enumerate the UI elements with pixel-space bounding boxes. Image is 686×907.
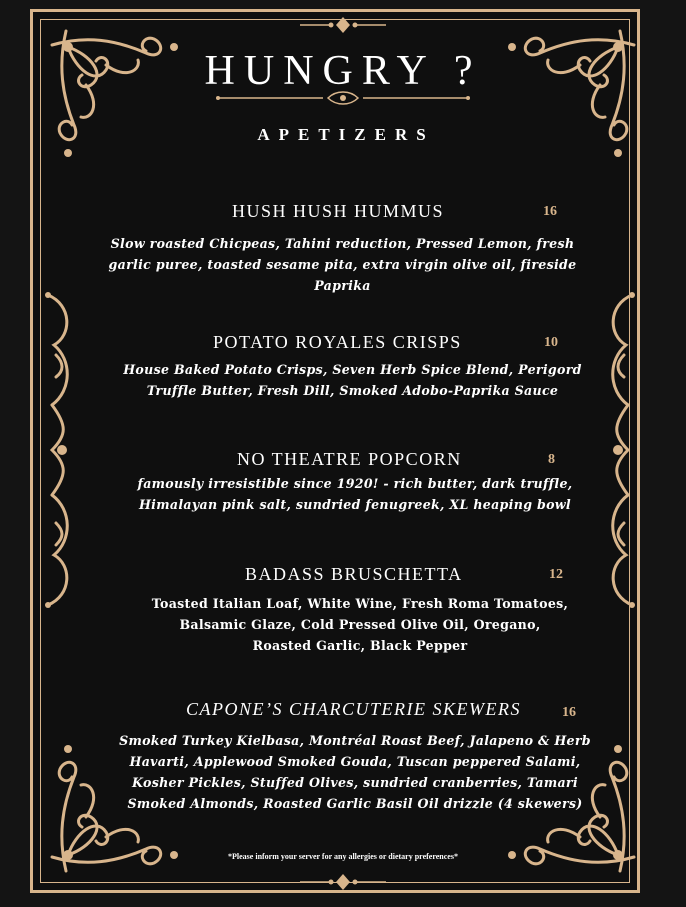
item-name: NO THEATRE POPCORN [237,449,462,469]
right-side-scroll-icon [598,285,638,615]
item-price: 16 [543,204,557,219]
title-divider-icon [218,90,468,110]
item-name: HUSH HUSH HUMMUS [232,201,445,221]
item-price: 16 [562,705,576,720]
item-price: 12 [549,567,563,582]
item-name: CAPONE’S CHARCUTERIE SKEWERS [186,699,521,719]
item-name: BADASS BRUSCHETTA [245,564,463,584]
bottom-ornament-icon [300,872,386,892]
section-heading: APETIZERS [257,125,435,144]
item-price: 10 [544,335,558,350]
left-side-scroll-icon [42,285,82,615]
menu-title: HUNGRY ? [204,48,482,94]
item-description: famously irresistible since 1920! - rich butter, dark truffle, Himalayan pink salt, sundried fenugreek, XL heaping bowl [137,476,573,512]
item-description: House Baked Potato Crisps, Seven Herb Spice Blend, Perigord Truffle Butter, Fresh Dill, Smoked Adobo-Paprika Sauce [123,362,582,398]
top-ornament-icon [300,15,386,35]
item-price: 8 [548,452,555,467]
item-description: Toasted Italian Loaf, White Wine, Fresh Roma Tomatoes, Balsamic Glaze, Cold Pressed Olive Oil, Oregano, Roasted Garlic, Black Pepper [151,596,569,653]
item-name: POTATO ROYALES CRISPS [213,332,462,352]
item-description: Smoked Turkey Kielbasa, Montréal Roast Beef, Jalapeno & Herb Havarti, Applewood Smoked Gouda, Tuscan peppered Salami, Kosher Pickles, Stuffed Olives, sundried cranberries, Tamari Smoked Almonds, Roasted Garlic Basil Oil drizzle (4 skewers) [119,733,591,811]
allergy-footnote: *Please inform your server for any allergies or dietary preferences* [228,852,458,861]
item-description: Slow roasted Chicpeas, Tahini reduction, Pressed Lemon, fresh garlic puree, toasted sesame pita, extra virgin olive oil, fireside Paprika [108,236,577,293]
